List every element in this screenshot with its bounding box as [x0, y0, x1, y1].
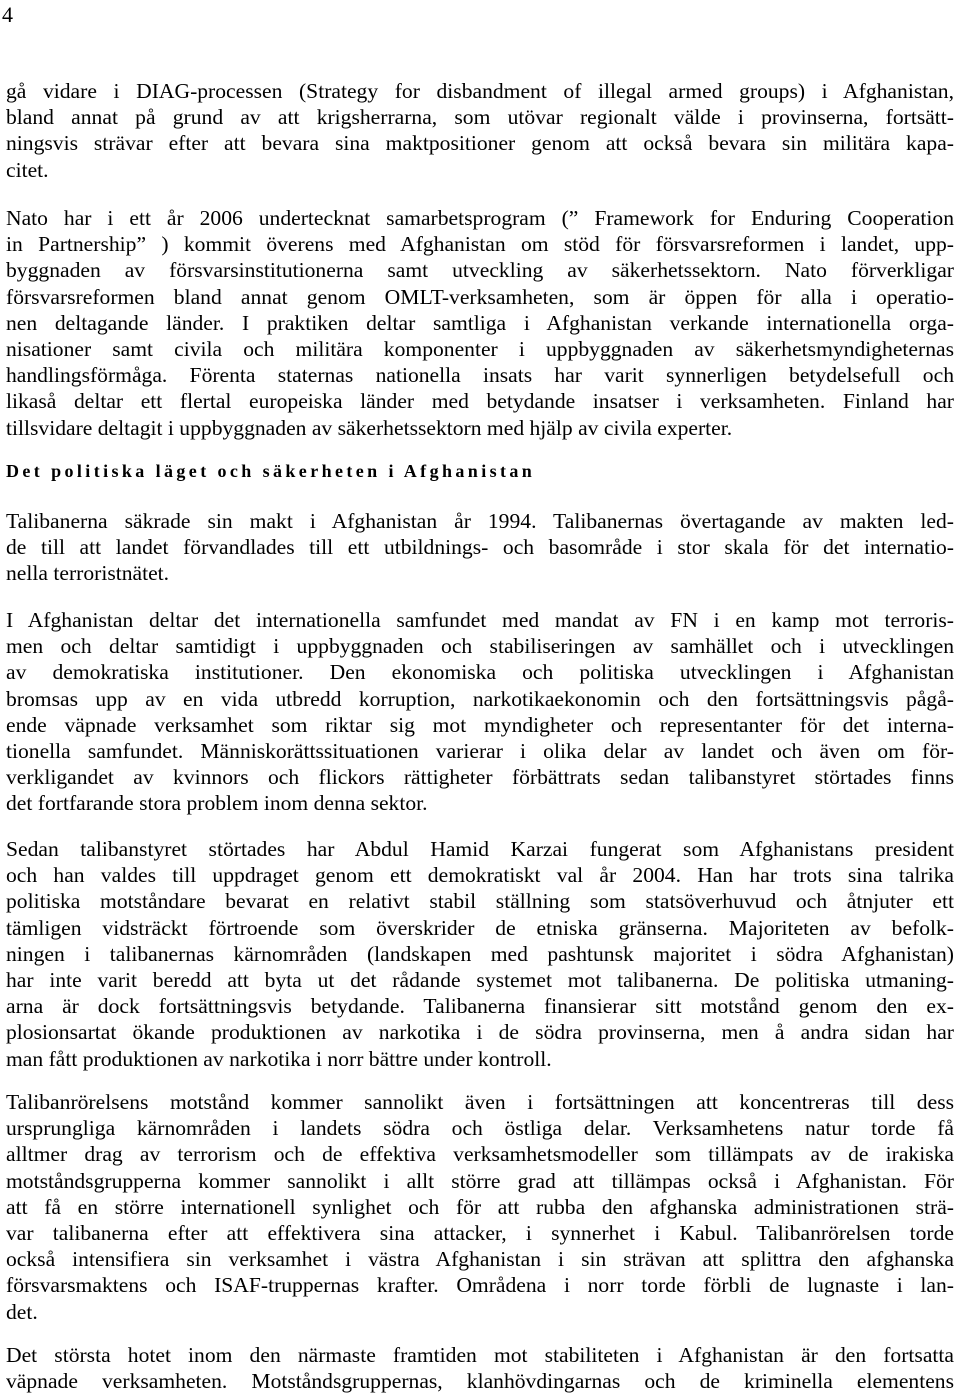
text-line: de till att landet förvandlades till ett utbildnings- och basområde i stor skala för det internatio- — [6, 535, 954, 560]
paragraph-2 — [6, 205, 954, 441]
text-line: bromsas upp av en vida utbredd korruption, narkotikaekonomin och den fortsättningsvis pågå- — [6, 686, 954, 711]
text-line: ende väpnade verksamhet som riktar sig mot myndigheter och representanter för det interna- — [6, 712, 954, 737]
text-line: ursprungliga kärnområden i landets södra och östliga delar. Verksamhetens natur torde få — [6, 1116, 954, 1141]
text-line: motståndsgrupperna kommer sannolikt i allt större grad att tillämpas också i Afghanistan. För — [6, 1168, 954, 1193]
paragraph-1 — [6, 78, 954, 183]
text-line: väpnade verksamheten. Motståndsgruppernas, klanhövdingarnas och de kriminella elementens — [6, 1369, 954, 1394]
section-heading: Det politiska läget och säkerheten i Afghanistan — [6, 461, 536, 481]
text-line: verkligandet av kvinnors och flickors rättigheter förbättrats sedan talibanstyret störtades finns — [6, 765, 954, 790]
paragraph-3 — [6, 508, 954, 587]
text-line: Nato har i ett år 2006 undertecknat samarbetsprogram (” Framework for Enduring Cooperation — [6, 206, 954, 230]
text-line: politiska motståndare bevarat en relativt stabil ställning som statsöverhuvud och åtnjuter ett — [6, 889, 954, 914]
text-line: plosionsartat ökande produktionen av narkotika i de södra provinserna, men å andra sidan har — [6, 1020, 954, 1045]
text-line: försvarsmaktens och ISAF-truppernas krafter. Områdena i norr torde förbli de lugnaste i lan- — [6, 1273, 954, 1298]
text-line: tillsvidare deltagit i uppbyggnaden av säkerhetssektorn med hjälp av civila experter. — [6, 415, 733, 440]
text-line: ningen i talibanernas kärnområden (landskapen med pashtunsk majoritet i södra Afghanistan) — [6, 941, 954, 966]
paragraph-7 — [6, 1342, 954, 1394]
text-line: var talibanerna efter att effektivera sina attacker, i synnerhet i Kabul. Talibanrörelsen torde — [6, 1221, 954, 1246]
text-line: gå vidare i DIAG-processen (Strategy for disbandment of illegal armed groups) i Afghanistan, — [6, 79, 954, 103]
text-line: handlingsförmåga. Förenta staternas nationella insats har varit synnerligen betydelsefull och — [6, 363, 954, 388]
text-line: Talibanerna säkrade sin makt i Afghanistan år 1994. Talibanernas övertagande av makten led- — [6, 509, 954, 533]
text-line: citet. — [6, 157, 49, 182]
text-line: Det största hotet inom den närmaste framtiden mot stabiliteten i Afghanistan är den fortsatta — [6, 1343, 954, 1367]
paragraph-5 — [6, 836, 954, 1072]
text-line: och han valdes till uppdraget genom ett demokratiskt val år 2004. Han har trots sina talrika — [6, 863, 954, 888]
text-line: det. — [6, 1299, 38, 1324]
text-line: också intensifiera sin verksamhet i västra Afghanistan i sin strävan att splittra den afghanska — [6, 1247, 954, 1272]
text-line: att få en större internationell synlighet och för att rubba den afghanska administrationen strä- — [6, 1194, 954, 1219]
text-line: bland annat på grund av att krigsherrarna, som utövar regionalt välde i provinserna, fortsätt- — [6, 105, 954, 130]
text-line: tämligen vidsträckt förtroende som överskrider de etniska gränserna. Majoriteten av befolk- — [6, 915, 954, 940]
page-number: 4 — [2, 2, 13, 27]
text-line: det fortfarande stora problem inom denna sektor. — [6, 791, 428, 816]
text-line: likaså deltar ett flertal europeiska länder med betydande insatser i verksamheten. Finland har — [6, 389, 954, 414]
text-line: I Afghanistan deltar det internationella samfundet med mandat av FN i en kamp mot terroris- — [6, 608, 954, 632]
text-line: arna är dock fortsättningsvis betydande. Talibanerna finansierar sitt motstånd genom den ex- — [6, 994, 954, 1019]
text-line: in Partnership” ) kommit överens med Afghanistan om stöd för försvarsreformen i landet, upp- — [6, 232, 954, 257]
text-line: har inte varit beredd att byta ut det rådande systemet mot talibanerna. De politiska utmaning- — [6, 968, 954, 993]
text-line: Sedan talibanstyret störtades har Abdul Hamid Karzai fungerat som Afghanistans president — [6, 837, 954, 861]
text-line: men och deltar samtidigt i uppbyggnaden och stabiliseringen av samhället och i utvecklingen — [6, 634, 954, 659]
text-line: tionella samfundet. Människorättssituationen varierar i olika delar av landet och även om för- — [6, 739, 954, 764]
text-line: alltmer drag av terrorism och de effektiva verksamhetsmodeller som tillämpats av de irakiska — [6, 1142, 954, 1167]
paragraph-4 — [6, 607, 954, 817]
text-line: man fått produktionen av narkotika i norr bättre under kontroll. — [6, 1046, 552, 1071]
text-line: byggnaden av försvarsinstitutionerna samt utveckling av säkerhetssektorn. Nato förverkligar — [6, 258, 954, 283]
text-line: ningsvis strävar efter att bevara sina maktpositioner genom att också bevara sin militära kapa- — [6, 131, 954, 156]
text-line: nella terroristnätet. — [6, 561, 170, 586]
text-line: Talibanrörelsens motstånd kommer sannolikt även i fortsättningen att koncentreras till dess — [6, 1090, 954, 1114]
text-line: nen deltagande länder. I praktiken deltar samtliga i Afghanistan verkande internationella orga- — [6, 310, 954, 335]
text-line: av demokratiska institutioner. Den ekonomiska och politiska utvecklingen i Afghanistan — [6, 660, 954, 685]
text-line: försvarsreformen bland annat genom OMLT-verksamheten, som är öppen för alla i operatio- — [6, 284, 954, 309]
text-line: nisationer samt civila och militära komponenter i uppbyggnaden av säkerhetsmyndigheternas — [6, 337, 954, 362]
paragraph-6 — [6, 1089, 954, 1325]
